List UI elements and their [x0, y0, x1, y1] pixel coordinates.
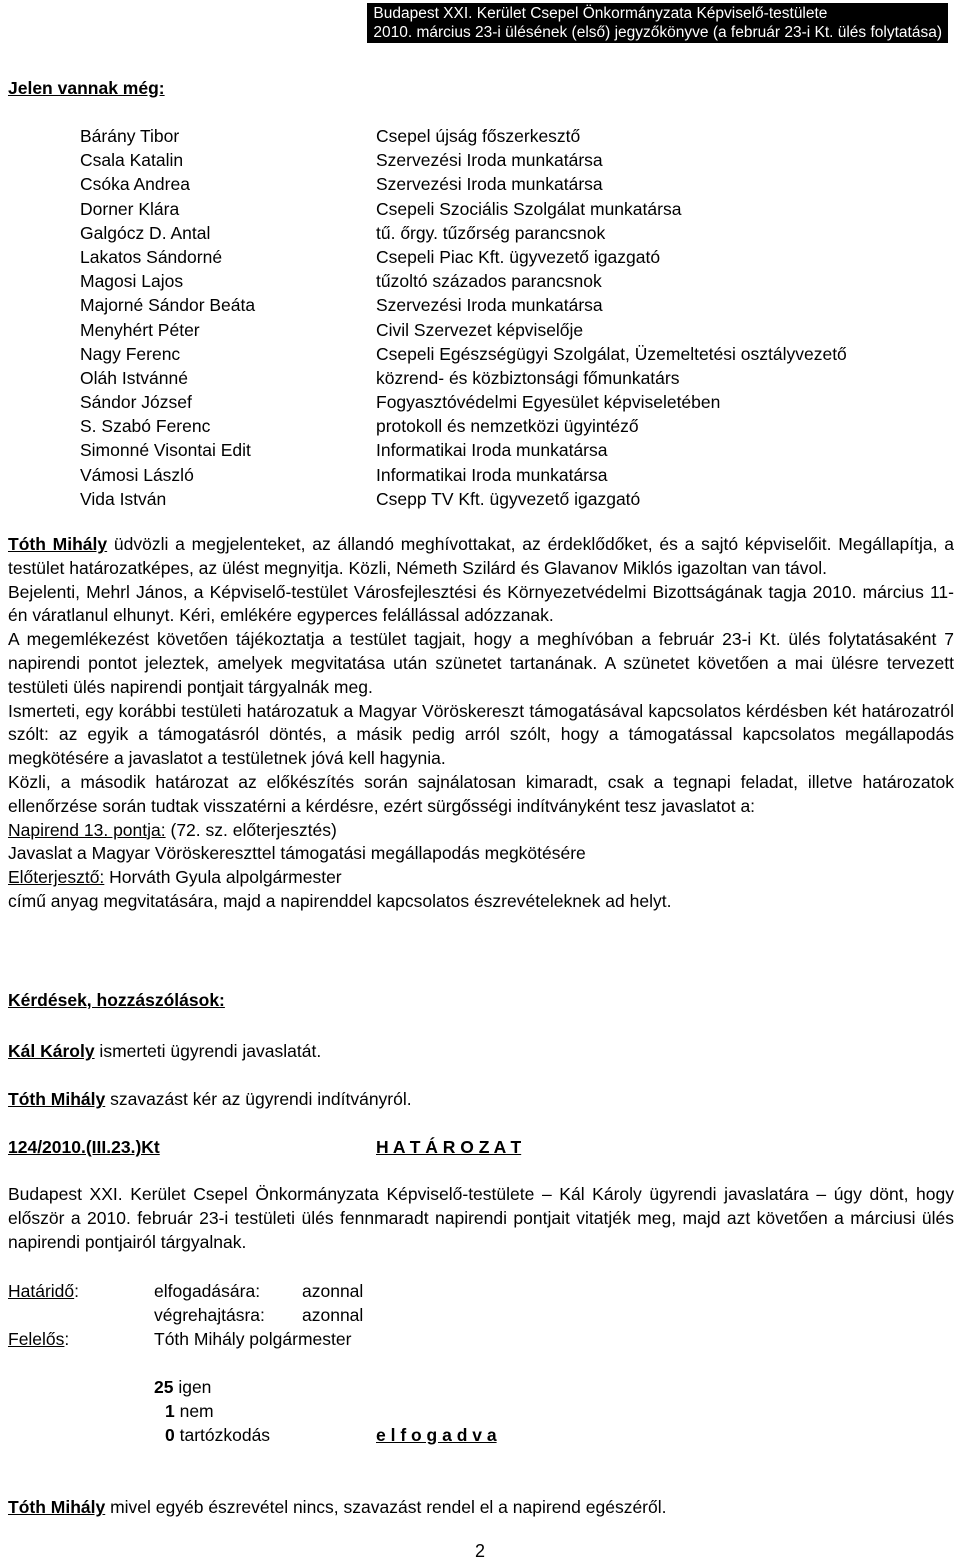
attendee-row	[0, 172, 960, 196]
attendee-row	[0, 148, 960, 172]
paragraph-text: üdvözli a megjelenteket, az állandó meghívottakat, az érdeklődőket, és a sajtó képviselőit. Megállapítja, a testület határozatképes, az ülést megnyitja. Közli, Németh Szilárd és Glavanov Miklós igazoltan van távol.	[8, 534, 955, 578]
speaker-name: Kál Károly	[8, 1041, 95, 1061]
attendee-row	[0, 269, 960, 293]
attendee-name: Magosi Lajos	[80, 271, 184, 292]
attendee-name: Oláh Istvánné	[80, 367, 188, 388]
attendee-name: Vida István	[80, 488, 167, 509]
attendee-row	[0, 124, 960, 148]
vote-abstain	[165, 1423, 270, 1447]
paragraph-text: mivel egyéb észrevétel nincs, szavazást rendel el a napirend egészéről.	[105, 1497, 667, 1517]
execution-label: végrehajtásra:	[154, 1305, 265, 1325]
attendee-role: Csepp TV Kft. ügyvezető igazgató	[376, 488, 641, 509]
attendee-row	[0, 197, 960, 221]
kal-paragraph	[8, 1039, 321, 1063]
resolution-number: 124/2010.(III.23.)Kt	[8, 1137, 160, 1157]
attendee-row	[0, 342, 960, 366]
header-line-1: Budapest XXI. Kerület Csepel Önkormányzata Képviselő-testülete	[373, 5, 828, 22]
attendee-role: Csepeli Szociális Szolgálat munkatársa	[376, 198, 682, 219]
vote-label: nem	[174, 1401, 214, 1421]
attendee-role: Csepel újság főszerkesztő	[376, 126, 581, 146]
deadline-label: Határidő:	[8, 1281, 80, 1301]
attendee-row	[0, 414, 960, 438]
attendees-title: Jelen vannak még:	[8, 78, 165, 98]
attendee-role: Informatikai Iroda munkatársa	[376, 464, 608, 485]
attendee-role: Szervezési Iroda munkatársa	[376, 295, 603, 316]
presenter-name: Horváth Gyula alpolgármester	[104, 867, 342, 888]
attendee-role: tű. őrgy. tűzőrség parancsnok	[376, 222, 606, 243]
vote-count: 1	[165, 1401, 175, 1421]
paragraph-text: szavazást kér az ügyrendi indítványról.	[105, 1089, 412, 1109]
attendee-row	[0, 463, 960, 487]
attendee-name: Csala Katalin	[80, 150, 184, 171]
attendees-list	[0, 124, 960, 511]
attendee-row	[0, 318, 960, 342]
attendee-row	[0, 245, 960, 269]
attendee-role: Szervezési Iroda munkatársa	[376, 174, 603, 195]
attendee-name: Simonné Visontai Edit	[80, 440, 251, 461]
presenter-label: Előterjesztő:	[8, 867, 105, 888]
explanation-paragraph: Ismerteti, egy korábbi testületi határozatuk a Magyar Vöröskereszt támogatásával kapcsolatos kérdésben két határozatról szólt: az egyik a támogatásról döntés, a másik pedig arról szólt, hogy a támogatással kapcsolatos megállapodás megkötésére a javaslatot a testületnek jóvá kell hagynia.	[8, 700, 954, 769]
vote-label: tartózkodás	[174, 1425, 271, 1445]
attendee-name: Dorner Klára	[80, 198, 180, 219]
attendee-role: Fogyasztóvédelmi Egyesület képviseletében	[376, 392, 721, 413]
page-number: 2	[474, 1541, 485, 1561]
attendee-role: Csepeli Piac Kft. ügyvezető igazgató	[376, 246, 661, 267]
header-line-2: 2010. március 23-i ülésének (első) jegyzőkönyve (a február 23-i Kt. ülés folytatása)	[373, 24, 942, 41]
attendee-role: Csepeli Egészségügyi Szolgálat, Üzemeltetési osztályvezető	[376, 343, 847, 364]
attendee-row	[0, 438, 960, 462]
attendee-name: S. Szabó Ferenc	[80, 416, 211, 437]
paragraph-text: ismerteti ügyrendi javaslatát.	[94, 1041, 322, 1061]
vote-request-paragraph	[8, 1087, 412, 1111]
agenda-item-line	[8, 819, 954, 843]
speaker-name: Tóth Mihály	[8, 534, 108, 554]
responsible-value: Tóth Mihály polgármester	[154, 1329, 352, 1349]
attendee-role: Civil Szervezet képviselője	[376, 319, 584, 340]
welcome-paragraph	[8, 533, 954, 581]
adoption-value: azonnal	[302, 1281, 364, 1301]
presenter-line	[8, 866, 954, 890]
attendee-name: Bárány Tibor	[80, 126, 180, 146]
vote-yes	[154, 1375, 211, 1399]
agenda-item-label: Napirend 13. pontja:	[8, 819, 166, 840]
attendee-row	[0, 221, 960, 245]
attendee-name: Nagy Ferenc	[80, 343, 181, 364]
attendee-name: Sándor József	[80, 392, 192, 413]
attendee-row	[0, 390, 960, 414]
vote-label: igen	[173, 1377, 212, 1397]
attendee-name: Menyhért Péter	[80, 319, 200, 340]
attendee-role: közrend- és közbiztonsági főmunkatárs	[376, 367, 680, 388]
attendee-role: Informatikai Iroda munkatársa	[376, 440, 608, 461]
closing-paragraph	[8, 1495, 667, 1519]
attendee-row	[0, 366, 960, 390]
responsible-label: Felelős:	[8, 1329, 70, 1349]
execution-value: azonnal	[302, 1305, 364, 1325]
vote-count: 25	[154, 1377, 174, 1397]
attendee-row	[0, 293, 960, 317]
discussion-line: című anyag megvitatására, majd a napirenddel kapcsolatos észrevételeknek ad helyt.	[8, 890, 672, 911]
agenda-item-ref: (72. sz. előterjesztés)	[165, 819, 337, 840]
attendee-role: Szervezési Iroda munkatársa	[376, 150, 603, 171]
questions-title: Kérdések, hozzászólások:	[8, 990, 225, 1010]
attendee-name: Vámosi László	[80, 464, 194, 485]
announcement-paragraph: Bejelenti, Mehrl János, a Képviselő-testület Városfejlesztési és Környezetvédelmi Bizottságának tagja 2010. március 11-én váratlanul elhunyt. Kéri, emlékére egyperces felállással adózzanak.	[8, 581, 954, 626]
proposal-title: Javaslat a Magyar Vöröskereszttel támogatási megállapodás megkötésére	[8, 843, 586, 864]
speaker-name: Tóth Mihály	[8, 1089, 106, 1109]
attendee-name: Lakatos Sándorné	[80, 246, 223, 267]
resolution-text: Budapest XXI. Kerület Csepel Önkormányzata Képviselő-testülete – Kál Károly ügyrendi javaslatára – úgy dönt, hogy először a 2010. február 23-i testületi ülés fennmaradt napirendi pontjait vitatjék meg, majd azt követően a márciusi ülés napirendi pontjairól tárgyalnak.	[8, 1184, 954, 1252]
agenda-info-paragraph: A megemlékezést követően tájékoztatja a testület tagjait, hogy a meghívóban a február 23-i Kt. ülés folytatásaként 7 napirendi pontot jeleztek, amelyek megvitatása után szünetet tartanának. A szünetet követően a mai ülésre tervezett testületi ülés napirendi pontjait tárgyalnák meg.	[8, 629, 954, 697]
attendee-role: protokoll és nemzetközi ügyintéző	[376, 416, 639, 437]
minutes-body	[8, 533, 954, 914]
vote-result: e l f o g a d v a	[376, 1425, 497, 1445]
adoption-label: elfogadására:	[154, 1281, 261, 1301]
page-header	[367, 3, 948, 43]
vote-count: 0	[165, 1425, 175, 1445]
resolution-title: H A T Á R O Z A T	[376, 1137, 522, 1157]
speaker-name: Tóth Mihály	[8, 1497, 106, 1517]
attendee-name: Galgócz D. Antal	[80, 222, 211, 243]
attendee-role: tűzoltó százados parancsnok	[376, 271, 602, 292]
attendee-row	[0, 487, 960, 511]
attendee-name: Majorné Sándor Beáta	[80, 295, 256, 316]
attendee-name: Csóka Andrea	[80, 174, 190, 195]
vote-no	[165, 1399, 214, 1423]
proposal-paragraph: Közli, a második határozat az előkészítés során sajnálatosan kimaradt, csak a tegnapi feladat, illetve határozatok ellenőrzése során tudtak visszatérni a kérdésre, ezért sürgősségi indítványként tesz javaslatot a:	[8, 771, 954, 816]
